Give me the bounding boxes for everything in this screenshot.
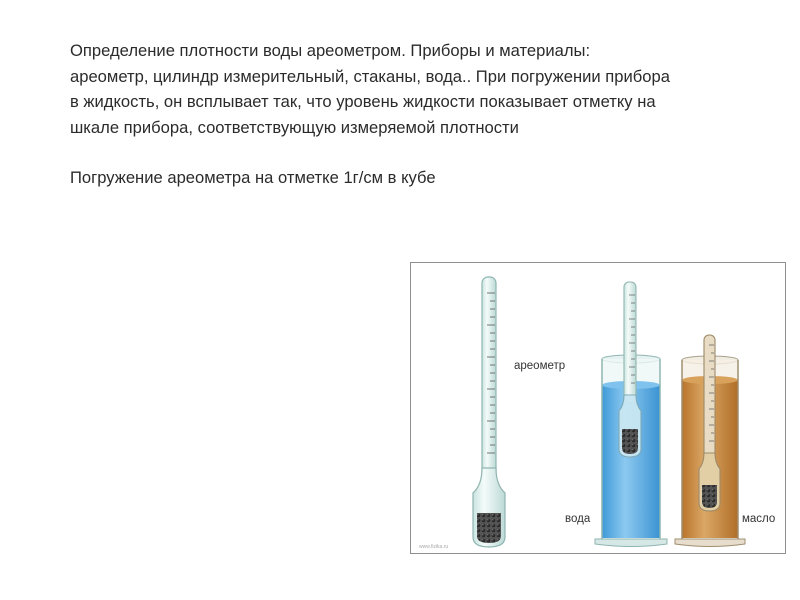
hydrometer-standalone <box>473 277 505 547</box>
immersion-note: Погружение ареометра на отметке 1г/см в кубе <box>70 168 436 187</box>
oil-cylinder <box>675 335 745 547</box>
slide-text <box>70 38 670 191</box>
watermark: www.fizika.ru <box>419 544 449 550</box>
label-hydrometer: ареометр <box>514 360 566 372</box>
water-cylinder <box>595 282 667 547</box>
label-water: вода <box>565 513 591 525</box>
hydrometer-figure <box>410 262 786 554</box>
label-oil: масло <box>742 513 776 525</box>
description-paragraph: Определение плотности воды ареометром. Приборы и материалы: ареометр, цилиндр измерительный, стаканы, вода.. При погружении прибора в жидкость, он всплывает так, что уровень жидкости показывает отметку на шкале прибора, соответствующую измеряемой плотности <box>70 41 670 137</box>
hydrometer-illustration <box>411 263 786 554</box>
